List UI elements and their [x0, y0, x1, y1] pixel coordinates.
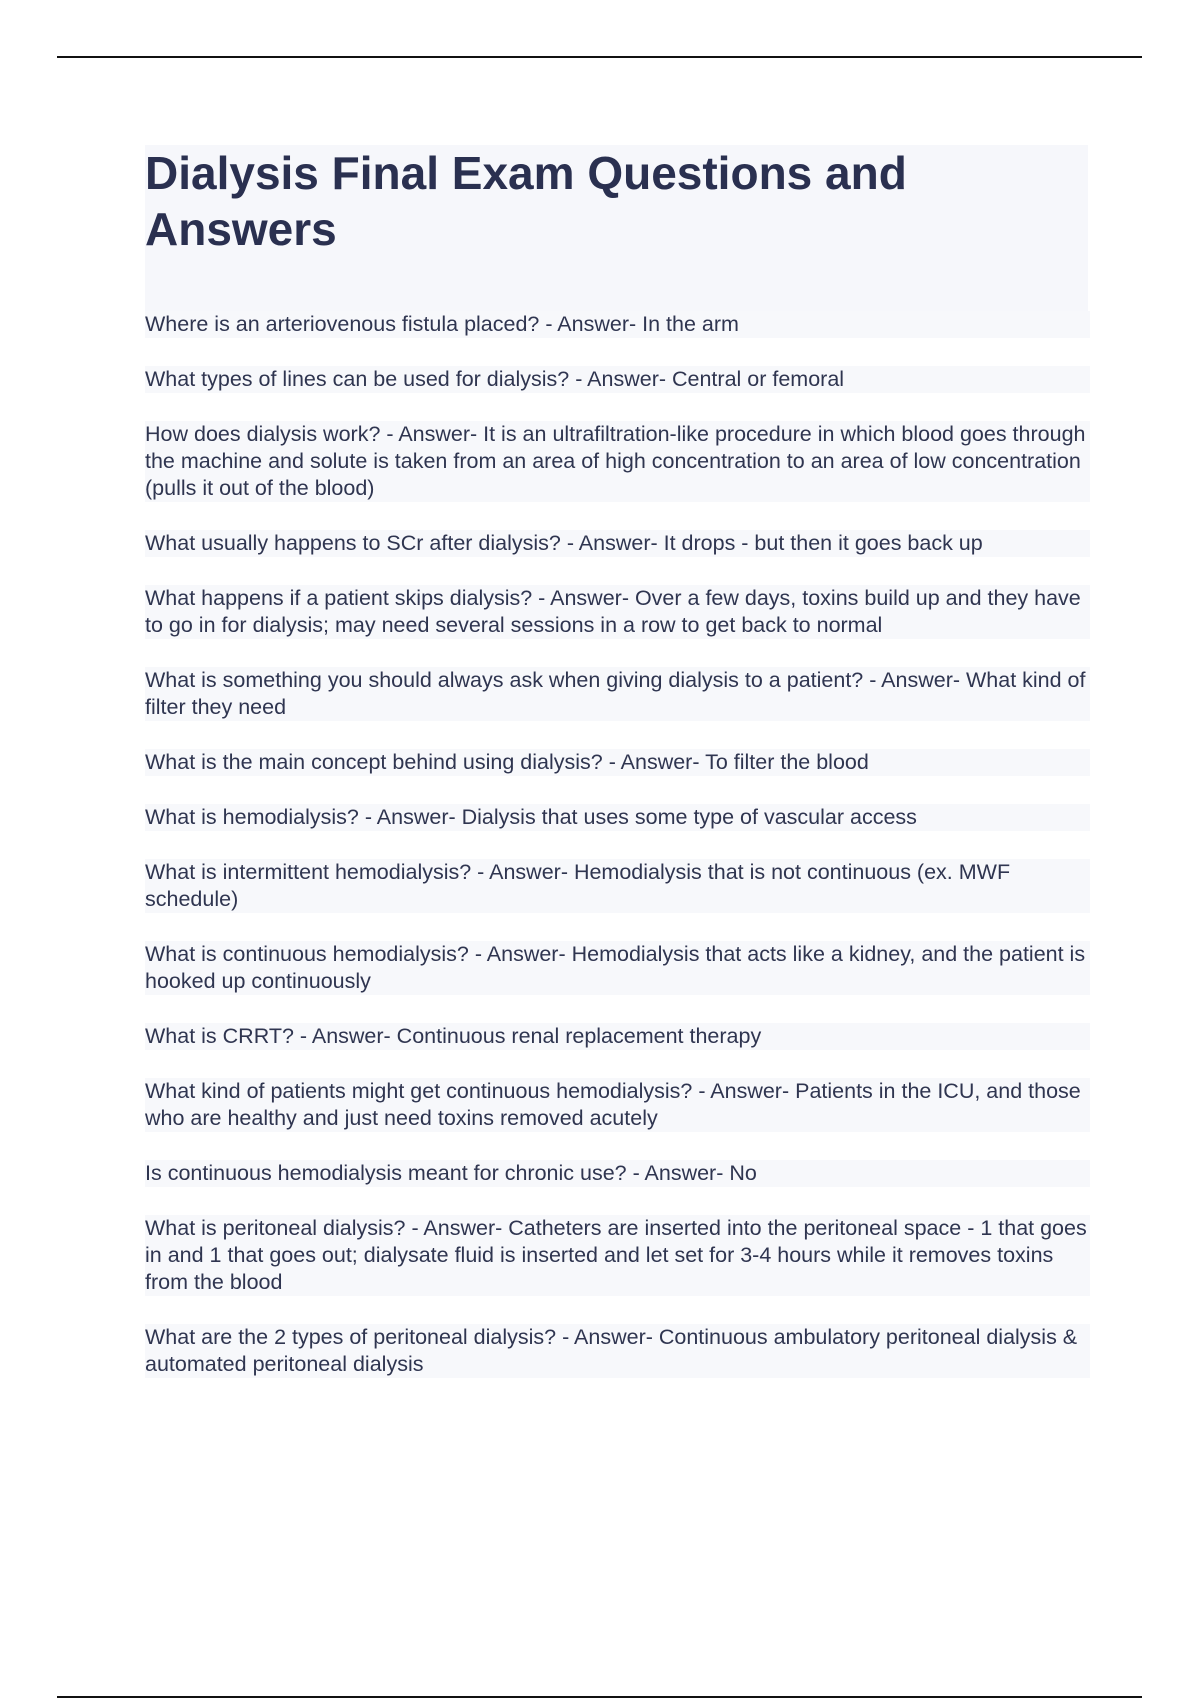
qa-item: What happens if a patient skips dialysis? - Answer- Over a few days, toxins build up and they have to go in for dialysis; may need several sessions in a row to get back to normal — [145, 585, 1090, 639]
qa-item: What is continuous hemodialysis? - Answer- Hemodialysis that acts like a kidney, and the patient is hooked up continuously — [145, 941, 1090, 995]
qa-item: What kind of patients might get continuous hemodialysis? - Answer- Patients in the ICU, and those who are healthy and just need toxins removed acutely — [145, 1078, 1090, 1132]
qa-item: What is hemodialysis? - Answer- Dialysis that uses some type of vascular access — [145, 804, 1090, 831]
qa-item: What is intermittent hemodialysis? - Answer- Hemodialysis that is not continuous (ex. MWF schedule) — [145, 859, 1090, 913]
title-block — [145, 145, 1088, 313]
qa-item: Where is an arteriovenous fistula placed? - Answer- In the arm — [145, 311, 1090, 338]
qa-item: What is CRRT? - Answer- Continuous renal replacement therapy — [145, 1023, 1090, 1050]
qa-item: What is something you should always ask when giving dialysis to a patient? - Answer- What kind of filter they need — [145, 667, 1090, 721]
qa-item: How does dialysis work? - Answer- It is an ultrafiltration-like procedure in which blood goes through the machine and solute is taken from an area of high concentration to an area of low concentration (pulls it out of the blood) — [145, 421, 1090, 502]
qa-item: What is peritoneal dialysis? - Answer- Catheters are inserted into the peritoneal space - 1 that goes in and 1 that goes out; dialysate fluid is inserted and let set for 3-4 hours while it removes toxins from the blood — [145, 1215, 1090, 1296]
page-bottom-rule — [57, 1696, 1142, 1698]
qa-item: What usually happens to SCr after dialysis? - Answer- It drops - but then it goes back up — [145, 530, 1090, 557]
page-top-rule — [57, 56, 1142, 58]
qa-item: What types of lines can be used for dialysis? - Answer- Central or femoral — [145, 366, 1090, 393]
qa-item: What is the main concept behind using dialysis? - Answer- To filter the blood — [145, 749, 1090, 776]
qa-item: Is continuous hemodialysis meant for chronic use? - Answer- No — [145, 1160, 1090, 1187]
qa-list — [145, 311, 1090, 1406]
qa-item: What are the 2 types of peritoneal dialysis? - Answer- Continuous ambulatory peritoneal dialysis & automated peritoneal dialysis — [145, 1324, 1090, 1378]
page-title: Dialysis Final Exam Questions and Answers — [145, 147, 907, 255]
